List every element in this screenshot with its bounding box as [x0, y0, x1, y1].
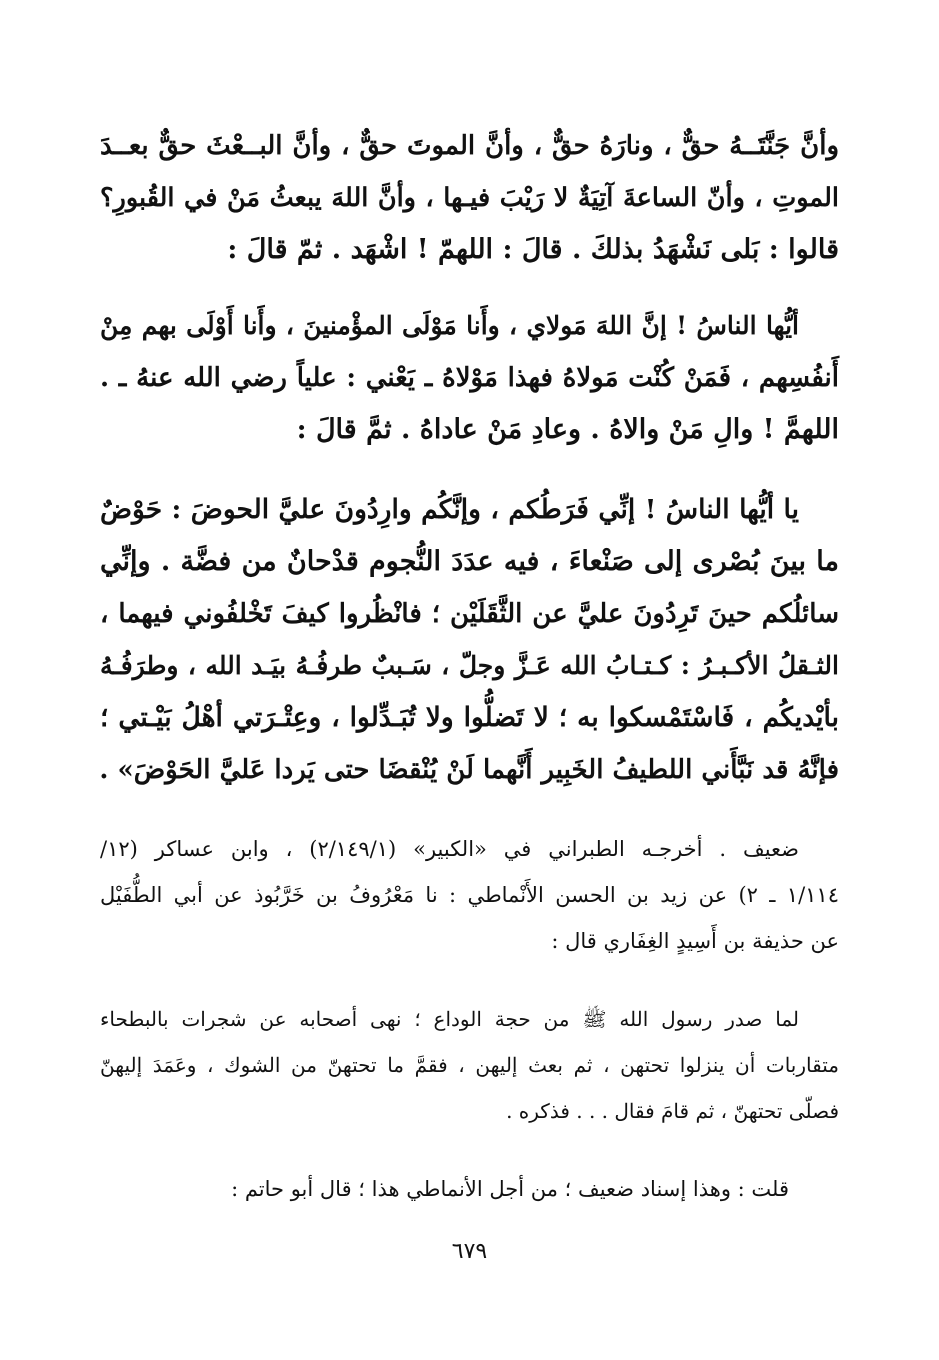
text-line: ضعيف . أخرجـه الطبراني في «الكبير» (٢/١٤٩/١) ، وابن عساكر (١٢/: [100, 837, 799, 861]
hadith-paragraph-3: [100, 484, 839, 796]
hadith-paragraph-1: [100, 120, 839, 276]
text-line: سائلُكم حينَ تَرِدُونَ عليَّ عن الثَّقَلَيْن ؛ فانْظُروا كيفَ تَخْلفُوني فيهما ،: [100, 599, 839, 629]
text-line: فإنَّهُ قد نَبَّأَني اللطيفُ الخَبِير أَنَّهما لَنْ يُنْقضَا حتى يَردا عَليَّ الحَوْضَ» .: [99, 755, 839, 785]
page-number: ٦٧٩: [451, 1239, 488, 1264]
hadith-paragraph-2: [100, 300, 839, 456]
text-line: الثـقلُ الأكـبـرُ : كـتـابُ الله عَـزَّ وجلّ ، سَـببٌ طرفُـهُ بيَـد الله ، وطرَفُـهُ: [100, 651, 839, 680]
text-line: يا أيُّها الناسُ ! إنِّي فَرَطُكم ، وإنَّكُم وارِدُونَ عليَّ الحوضَ : حَوْضٌ: [100, 494, 799, 525]
text-line: ١/١١٤ ـ ٢) عن زيد بن الحسن الأَنْماطي : نا مَعْرُوفُ بن خَرَّبُوذ عن أبي الطُّفَيْل: [100, 883, 839, 907]
takhrij-paragraph: [100, 826, 839, 964]
text-line: الموتِ ، وأنّ الساعةَ آتِيَةٌ لا رَيْبَ فيـها ، وأنَّ اللهَ يبعثُ مَنْ في القُبورِ؟: [100, 183, 839, 213]
text-line: ما بينَ بُصْرى إلى صَنْعاءَ ، فيه عدَدَ النُّجوم قدْحانٌ من فضَّة . وإنِّي: [100, 546, 839, 577]
text-line: أيُّها الناسُ ! إنَّ اللهَ مَولاي ، وأَنا مَوْلَى المؤْمنينَ ، وأَنا أَوْلَى بهم مِنْ: [100, 311, 799, 340]
text-line: فصلّى تحتهنّ ، ثم قامَ فقال . . . فذكره .: [506, 1099, 839, 1123]
text-line: متقاربات أن ينزلوا تحتهن ، ثم بعث إليهن ، فقمَّ ما تحتهنّ من الشوك ، وعَمَدَ إليهنّ: [100, 1053, 839, 1077]
text-line: قلت : وهذا إسناد ضعيف ؛ من أجل الأنماطي هذا ؛ قال أبو حاتم :: [231, 1177, 789, 1201]
text-line: اللهمَّ ! والِ مَنْ والاهُ . وعادِ مَنْ عاداهُ . ثمَّ قالَ :: [296, 414, 839, 445]
text-line: لما صدر رسول الله ﷺ من حجة الوداع ؛ نهى أصحابه عن شجرات بالبطحاء: [100, 1007, 799, 1031]
text-line: قالوا : بَلى نَشْهَدُ بذلكَ . قالَ : اللهمّ ! اشْهَد . ثمّ قالَ :: [227, 234, 839, 265]
text-line: وأنَّ جَنَّتَــهُ حقٌّ ، ونارَهُ حقٌّ ، وأنَّ الموتَ حقٌّ ، وأنَّ البــعْثَ حقٌّ بعــدَ: [100, 131, 839, 161]
text-line: أَنفُسِهم ، فَمَنْ كُنْت مَولاهُ فهذا مَوْلاهُ ـ يَعْني : علياً رضي الله عنهُ ـ .: [100, 363, 839, 393]
quoted-narration-paragraph: [100, 996, 839, 1134]
text-line: عن حذيفة بن أَسِيدٍ الغِفَاري قال :: [551, 929, 839, 953]
text-line: بأيْديكُم ، فَاسْتَمْسكوا به ؛ لا تَضلُّوا ولا تُبَـدِّلوا ، وعِتْـرَتي أهْلُ بَيْـتي ؛: [100, 702, 839, 733]
commentary-paragraph: [100, 1166, 839, 1212]
